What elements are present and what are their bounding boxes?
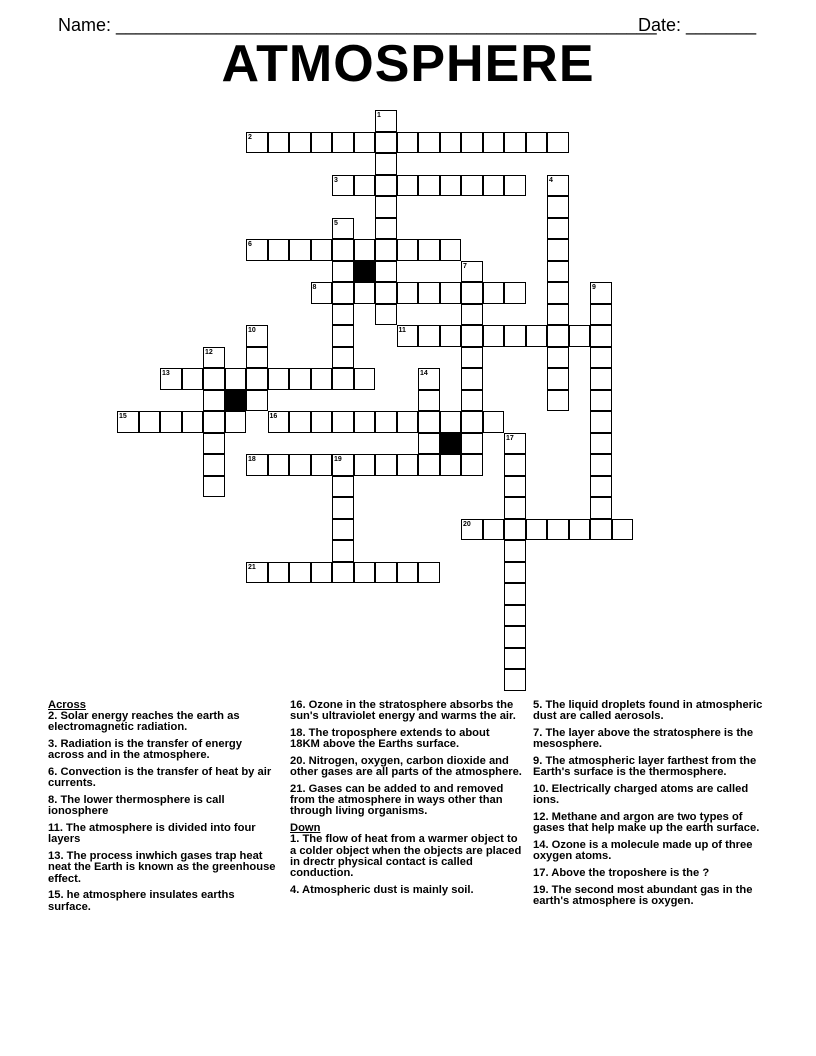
clue-item (533, 812, 771, 834)
grid-cell[interactable] (397, 239, 419, 261)
clue-number: 8 (312, 284, 317, 291)
grid-cell[interactable] (461, 347, 483, 369)
grid-cell[interactable] (461, 175, 483, 197)
grid-cell[interactable] (354, 411, 376, 433)
grid-cell[interactable] (526, 325, 548, 347)
grid-cell[interactable] (354, 454, 376, 476)
clue-item (290, 834, 522, 879)
clue-number: 3. (48, 738, 58, 751)
grid-cell[interactable] (461, 132, 483, 154)
grid-cell[interactable] (418, 433, 440, 455)
clue-text: The liquid droplets found in atmospheric dust are called aerosols. (533, 699, 763, 723)
clue-number: 7 (463, 262, 467, 270)
clue-number: 17. (533, 867, 549, 879)
clue-item (290, 885, 522, 896)
clues-column-3 (533, 700, 771, 913)
date-label: Date: _______ (638, 15, 757, 35)
clue-text: Solar energy reaches the earth as electromagnetic radiation. (48, 710, 240, 734)
clue-number: 6. (48, 766, 58, 779)
grid-cell[interactable] (547, 390, 569, 412)
clue-number: 7. (533, 727, 543, 739)
grid-cell[interactable] (225, 368, 247, 390)
grid-cell[interactable] (203, 368, 225, 390)
across-clues-list-1 (48, 711, 276, 913)
grid-cell[interactable] (375, 175, 397, 197)
grid-cell[interactable] (504, 497, 526, 519)
grid-cell[interactable] (332, 239, 354, 261)
grid-cell[interactable] (504, 583, 526, 605)
grid-cell[interactable] (590, 325, 612, 347)
grid-cell[interactable] (375, 261, 397, 283)
grid-cell[interactable] (547, 239, 569, 261)
grid-cell[interactable] (311, 132, 333, 154)
grid-cell[interactable] (375, 411, 397, 433)
clue-text: Atmospheric dust is mainly soil. (299, 883, 474, 896)
grid-cell[interactable] (590, 454, 612, 476)
grid-cell[interactable] (461, 304, 483, 326)
grid-cell[interactable] (590, 476, 612, 498)
grid-cell[interactable] (590, 368, 612, 390)
clue-text: The troposphere extends to about 18KM above the Earths surface. (290, 727, 490, 751)
grid-cell[interactable] (203, 433, 225, 455)
clue-number: 18. (290, 727, 306, 739)
clue-number: 19 (334, 456, 342, 463)
clue-text: Ozone is a molecule made up of three oxygen atoms. (533, 839, 753, 863)
grid-cell[interactable] (504, 562, 526, 584)
grid-cell[interactable] (375, 562, 397, 584)
down-clues-list-1 (290, 834, 522, 896)
grid-cell[interactable] (332, 368, 354, 390)
clue-text: Nitrogen, oxygen, carbon dioxide and other gases are all parts of the atmosphere. (290, 755, 522, 779)
grid-cell[interactable] (504, 282, 526, 304)
grid-cell[interactable] (547, 304, 569, 326)
grid-cell[interactable] (483, 411, 505, 433)
clue-text: Above the troposhere is the ? (548, 867, 710, 879)
grid-cell[interactable] (504, 605, 526, 627)
clue-item (290, 756, 522, 778)
grid-cell[interactable] (332, 132, 354, 154)
clue-number: 9. (533, 755, 543, 767)
clue-number: 11 (398, 327, 406, 334)
clue-item (533, 700, 771, 722)
grid-cell[interactable] (375, 196, 397, 218)
clue-number: 20. (290, 755, 306, 767)
grid-cell[interactable] (311, 411, 333, 433)
grid-cell[interactable] (268, 132, 290, 154)
across-heading: Across (48, 699, 86, 711)
grid-cell[interactable] (203, 476, 225, 498)
clue-number: 4 (549, 176, 553, 184)
clue-number: 19. (533, 883, 549, 896)
clue-number: 8. (48, 794, 58, 807)
grid-cell[interactable] (375, 239, 397, 261)
grid-cell[interactable] (268, 239, 290, 261)
clue-number: 3 (334, 176, 338, 184)
clue-text: The flow of heat from a warmer object to a colder object when the objects are placed in drectr physical contact is called conduction. (290, 833, 522, 880)
grid-cell[interactable] (332, 519, 354, 541)
grid-cell[interactable] (504, 325, 526, 347)
black-square (440, 433, 462, 455)
grid-cell[interactable] (354, 239, 376, 261)
clue-item (290, 700, 522, 722)
grid-cell[interactable] (418, 325, 440, 347)
grid-cell[interactable] (526, 132, 548, 154)
grid-cell[interactable] (504, 648, 526, 670)
clue-text: Methane and argon are two types of gases that help make up the earth surface. (533, 811, 760, 835)
grid-cell[interactable] (461, 282, 483, 304)
grid-cell[interactable] (612, 519, 634, 541)
grid-cell[interactable] (547, 218, 569, 240)
grid-cell[interactable] (289, 454, 311, 476)
grid-cell[interactable] (289, 239, 311, 261)
clue-text: The process inwhich gases trap heat neat the Earth is known as the greenhouse effect. (48, 850, 276, 885)
clues-column-1 (48, 700, 276, 918)
grid-cell[interactable] (590, 411, 612, 433)
clue-number: 21 (248, 563, 256, 571)
grid-cell[interactable] (547, 196, 569, 218)
clue-item (48, 795, 276, 817)
grid-cell[interactable] (440, 411, 462, 433)
grid-cell[interactable] (504, 454, 526, 476)
grid-cell[interactable] (246, 347, 268, 369)
clue-number: 2 (248, 133, 252, 141)
clue-text: The atmospheric layer farthest from the Earth's surface is the thermosphere. (533, 755, 757, 779)
grid-cell[interactable] (311, 239, 333, 261)
grid-cell[interactable] (461, 454, 483, 476)
clue-text: Electrically charged atoms are called ions. (533, 783, 749, 807)
clue-number: 16. (290, 699, 306, 711)
grid-cell[interactable] (483, 175, 505, 197)
clue-number: 6 (248, 241, 252, 248)
grid-cell[interactable] (590, 347, 612, 369)
grid-cell[interactable] (311, 454, 333, 476)
grid-cell[interactable] (418, 562, 440, 584)
grid-cell[interactable] (418, 132, 440, 154)
grid-cell[interactable] (182, 368, 204, 390)
clue-item (48, 851, 276, 885)
grid-cell[interactable] (332, 476, 354, 498)
clue-number: 14. (533, 839, 549, 851)
clue-item (48, 823, 276, 845)
grid-cell[interactable] (397, 175, 419, 197)
grid-cell[interactable] (246, 368, 268, 390)
grid-cell[interactable] (440, 325, 462, 347)
grid-cell[interactable] (590, 519, 612, 541)
grid-cell[interactable] (203, 454, 225, 476)
clue-text: The second most abundant gas in the earth's atmosphere is oxygen. (533, 883, 753, 907)
clue-item (533, 728, 771, 750)
page-title: ATMOSPHERE (221, 35, 595, 93)
clue-text: The layer above the stratosphere is the mesosphere. (533, 727, 754, 751)
grid-cell[interactable] (332, 304, 354, 326)
clue-number: 12 (205, 348, 213, 356)
clue-number: 15. (48, 889, 64, 902)
clue-text: Gases can be added to and removed from the atmosphere in ways other than through living organisms. (290, 783, 504, 818)
grid-cell[interactable] (418, 239, 440, 261)
clue-number: 13 (162, 370, 170, 377)
clue-item (533, 784, 771, 806)
grid-cell[interactable] (375, 454, 397, 476)
grid-cell[interactable] (268, 368, 290, 390)
grid-cell[interactable] (504, 626, 526, 648)
grid-cell[interactable] (440, 132, 462, 154)
clue-item (533, 868, 771, 879)
grid-cell[interactable] (332, 562, 354, 584)
grid-cell[interactable] (547, 132, 569, 154)
clue-item (48, 739, 276, 761)
grid-cell[interactable] (504, 540, 526, 562)
grid-cell[interactable] (418, 454, 440, 476)
grid-cell[interactable] (375, 153, 397, 175)
grid-cell[interactable] (483, 325, 505, 347)
name-label: Name: ______________________________________________________ (58, 15, 657, 35)
grid-cell[interactable] (526, 519, 548, 541)
down-clues-list-2 (533, 700, 771, 907)
grid-cell[interactable] (397, 411, 419, 433)
clue-item (533, 885, 771, 907)
grid-cell[interactable] (547, 368, 569, 390)
grid-cell[interactable] (504, 175, 526, 197)
grid-cell[interactable] (483, 519, 505, 541)
grid-cell[interactable] (440, 282, 462, 304)
grid-cell[interactable] (289, 132, 311, 154)
grid-cell[interactable] (332, 347, 354, 369)
grid-cell[interactable] (332, 325, 354, 347)
clue-number: 17 (506, 434, 514, 442)
grid-cell[interactable] (461, 390, 483, 412)
grid-cell[interactable] (375, 218, 397, 240)
clue-text: The atmosphere is divided into four layers (48, 822, 256, 846)
clue-number: 2. (48, 710, 58, 723)
grid-cell[interactable] (569, 325, 591, 347)
grid-cell[interactable] (590, 390, 612, 412)
grid-cell[interactable] (354, 282, 376, 304)
clue-text: Radiation is the transfer of energy across and in the atmosphere. (48, 738, 242, 762)
grid-cell[interactable] (418, 282, 440, 304)
grid-cell[interactable] (203, 390, 225, 412)
grid-cell[interactable] (311, 368, 333, 390)
clue-item (48, 767, 276, 789)
grid-cell[interactable] (547, 261, 569, 283)
grid-cell[interactable] (397, 562, 419, 584)
grid-cell[interactable] (397, 282, 419, 304)
grid-cell[interactable] (289, 562, 311, 584)
grid-cell[interactable] (547, 325, 569, 347)
clue-number: 9 (592, 284, 596, 291)
grid-cell[interactable] (268, 562, 290, 584)
grid-cell[interactable] (504, 669, 526, 691)
grid-cell[interactable] (182, 411, 204, 433)
grid-cell[interactable] (504, 476, 526, 498)
grid-cell[interactable] (289, 411, 311, 433)
down-heading: Down (290, 822, 321, 835)
grid-cell[interactable] (397, 132, 419, 154)
grid-cell[interactable] (397, 454, 419, 476)
clue-number: 16 (269, 413, 278, 420)
clue-item (48, 711, 276, 733)
clue-text: The lower thermosphere is call ionosphere (48, 794, 225, 818)
grid-cell[interactable] (418, 411, 440, 433)
grid-cell[interactable] (547, 347, 569, 369)
grid-cell[interactable] (375, 304, 397, 326)
clue-number: 14 (420, 370, 428, 377)
black-square (225, 390, 247, 412)
clue-text: Convection is the transfer of heat by air currents. (48, 766, 272, 790)
clue-item (533, 756, 771, 778)
grid-cell[interactable] (461, 411, 483, 433)
grid-cell[interactable] (268, 454, 290, 476)
grid-cell[interactable] (332, 540, 354, 562)
grid-cell[interactable] (354, 368, 376, 390)
clue-number: 12. (533, 811, 549, 823)
grid-cell[interactable] (504, 132, 526, 154)
grid-cell[interactable] (289, 368, 311, 390)
grid-cell[interactable] (590, 304, 612, 326)
grid-cell[interactable] (504, 519, 526, 541)
grid-cell[interactable] (354, 562, 376, 584)
clue-number: 20 (463, 520, 471, 528)
grid-cell[interactable] (139, 411, 161, 433)
clue-item (48, 890, 276, 912)
clue-item (290, 728, 522, 750)
clue-number: 10 (248, 327, 256, 334)
clue-number: 15 (119, 413, 127, 420)
clue-number: 5 (334, 219, 338, 227)
clue-item (290, 784, 522, 818)
clue-number: 21. (290, 783, 306, 795)
grid-cell[interactable] (246, 390, 268, 412)
grid-cell[interactable] (354, 132, 376, 154)
grid-cell[interactable] (203, 411, 225, 433)
grid-cell[interactable] (375, 282, 397, 304)
clue-text: he atmosphere insulates earths surface. (48, 889, 235, 913)
grid-cell[interactable] (332, 411, 354, 433)
clue-number: 11. (48, 822, 63, 835)
grid-cell[interactable] (547, 519, 569, 541)
clue-number: 5. (533, 699, 543, 711)
clue-number: 13. (48, 850, 64, 863)
grid-cell[interactable] (461, 368, 483, 390)
grid-cell[interactable] (461, 325, 483, 347)
grid-cell[interactable] (440, 239, 462, 261)
grid-cell[interactable] (332, 261, 354, 283)
clue-text: Ozone in the stratosphere absorbs the sun's ultraviolet energy and warms the air. (290, 699, 516, 723)
grid-cell[interactable] (332, 497, 354, 519)
grid-cell[interactable] (440, 454, 462, 476)
grid-cell[interactable] (418, 175, 440, 197)
grid-cell[interactable] (354, 175, 376, 197)
grid-cell[interactable] (332, 282, 354, 304)
grid-cell[interactable] (311, 562, 333, 584)
clue-number: 4. (290, 883, 300, 896)
grid-cell[interactable] (418, 390, 440, 412)
grid-cell[interactable] (225, 411, 247, 433)
black-square (354, 261, 376, 283)
grid-cell[interactable] (160, 411, 182, 433)
grid-cell[interactable] (483, 282, 505, 304)
across-clues-list-2 (290, 700, 522, 818)
grid-cell[interactable] (590, 497, 612, 519)
grid-cell[interactable] (461, 433, 483, 455)
clue-number: 18 (248, 456, 256, 463)
clue-number: 10. (533, 783, 549, 795)
grid-cell[interactable] (483, 132, 505, 154)
clue-number: 1. (290, 833, 300, 846)
clues-column-2 (290, 700, 522, 902)
grid-cell[interactable] (375, 132, 397, 154)
clue-number: 1 (377, 112, 381, 119)
grid-cell[interactable] (440, 175, 462, 197)
grid-cell[interactable] (590, 433, 612, 455)
clue-item (533, 840, 771, 862)
grid-cell[interactable] (569, 519, 591, 541)
grid-cell[interactable] (547, 282, 569, 304)
